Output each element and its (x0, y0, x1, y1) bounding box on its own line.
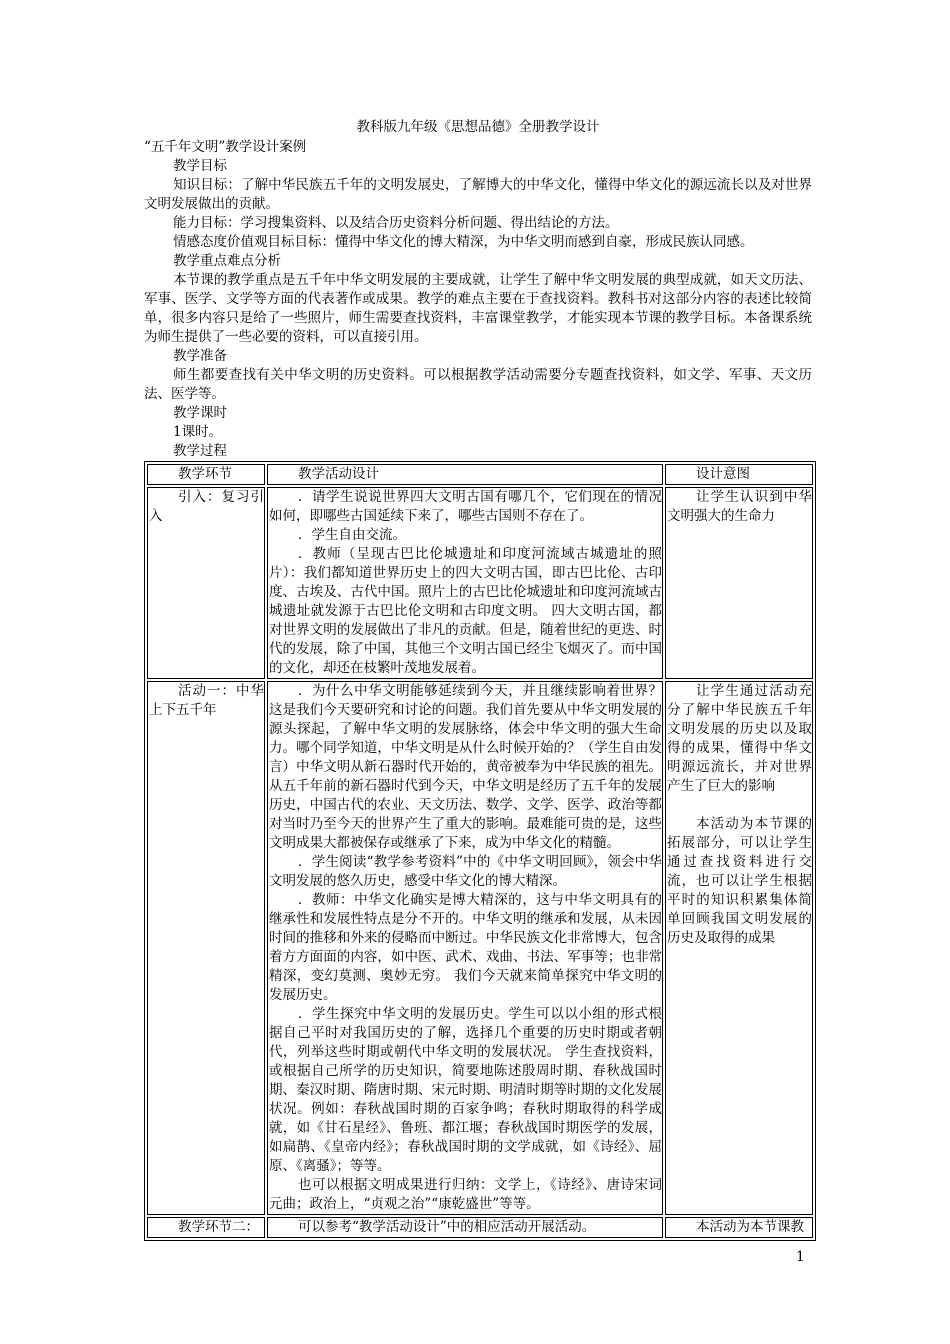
header-cell: 教学环节 (147, 464, 265, 485)
process-table (144, 461, 816, 1241)
table-row (147, 681, 813, 1215)
emotion-goal: 情感态度价值观目标目标：懂得中华文化的博大精深，为中华文明而感到自豪，形成民族认同感。 (173, 234, 754, 250)
document-title: 教科版九年级《思想品德》全册教学设计 (356, 119, 600, 135)
heading-teaching-goals: 教学目标 (173, 158, 227, 174)
table-row (147, 1217, 813, 1238)
activity-cell: ．请学生说说世界四大文明古国有哪几个，它们现在的情况如何，即哪些古国延续下来了，哪些古国则不存在了。 ．学生自由交流。 ．教师（呈现古巴比伦城遗址和印度河流域古城遗址的照片）：我们都知道世界历史上的四大文明古国，即古巴比伦、古印度、古埃及、古代中国。照片上的古巴比伦城遗址和印度河流域古城遗址就发源于古巴比伦文明和古印度文明。 四大文明古国，都对世界文明的发展做出了非凡的贡献。但是，随着世纪的更迭、时代的发展，除了中国，其他三个文明古国已经尘飞烟灭了。而中国的文化，却还在枝繁叶茂地发展着。 (267, 487, 663, 679)
key-points-text: 本节课的教学重点是五千年中华文明发展的主要成就，让学生了解中华文明发展的典型成就，如天文历法、军事、医学、文学等方面的代表著作或成果。教学的难点主要在于查找资料。教科书对这部分内容的表述比较简单，很多内容只是给了一些照片，师生需要查找资料，丰富课堂教学，才能实现本节课的教学目标。本备课系统为师生提供了一些必要的资料，可以直接引用。 (144, 272, 812, 345)
document-page (144, 118, 812, 1241)
stage-cell: 活动一：中华上下五千年 (147, 681, 265, 1215)
activity-cell: ．为什么中华文明能够延续到今天，并且继续影响着世界？这是我们今天要研究和讨论的问题。我们首先要从中华文明发展的源头探起，了解中华文明的发展脉络，体会中华文明的强大生命力。哪个同学知道，中华文明是从什么时候开始的？（学生自由发言）中华文明从新石器时代开始的，黄帝被奉为中华民族的祖先。从五千年前的新石器时代到今天，中华文明是经历了五千年的发展历史，中国古代的农业、天文历法、数学、文学、医学、政治等都对当时乃至今天的世界产生了重大的影响。最难能可贵的是，这些文明成果大都被保存或继承了下来，成为中华文化的精髓。 ．学生阅读“教学参考资料”中的《中华文明回顾》，领会中华文明发展的悠久历史，感受中华文化的博大精深。 ．教师：中华文化确实是博大精深的，这与中华文明具有的继承性和发展性特点是分不开的。中华文明的继承和发展，从未因时间的推移和外来的侵略而中断过。中华民族文化非常博大，包含着方方面面的内容，如中医、武术、戏曲、书法、军事等；也非常精深，变幻莫测、奥妙无穷。 我们今天就来简单探究中华文明的发展历史。 ．学生探究中华文明的发展历史。学生可以以小组的形式根据自己平时对我国历史的了解，选择几个重要的历史时期或者朝代，列举这些时期或朝代中华文明的发展状况。 学生查找资料，或根据自己所学的历史知识，简要地陈述殷周时期、春秋战国时期、秦汉时期、隋唐时期、宋元时期、明清时期等时期的文化发展状况。例如：春秋战国时期的百家争鸣；春秋时期取得的科学成就，如《甘石星经》、鲁班、都江堰；春秋战国时期医学的发展，如扁鹊、《皇帝内经》；春秋战国时期的文学成就，如《诗经》、屈原、《离骚》；等等。 也可以根据文明成果进行归纳：文学上，《诗经》、唐诗宋词元曲；政治上，“贞观之治”“康乾盛世”等等。 (267, 681, 663, 1215)
heading-class-hours: 教学课时 (173, 405, 227, 421)
heading-preparation: 教学准备 (173, 348, 227, 364)
intent-cell: 让学生通过活动充分了解中华民族五千年文明发展的历史以及取得的成果，懂得中华文明源远流长，并对世界产生了巨大的影响 本活动为本节课的拓展部分，可以让学生通过查找资料进行交流，也可以让学生根据平时的知识积累集体简单回顾我国文明发展的历史及取得的成果 (665, 681, 813, 1215)
page-number: 1 (796, 1249, 805, 1265)
case-title: “五千年文明”教学设计案例 (144, 139, 307, 155)
activity-cell: 可以参考“教学活动设计”中的相应活动开展活动。 (267, 1217, 663, 1238)
table-header-row (147, 464, 813, 485)
stage-cell: 引入：复习引入 (147, 487, 265, 679)
intent-cell: 本活动为本节课教 (665, 1217, 813, 1238)
preparation-text: 师生都要查找有关中华文明的历史资料。可以根据教学活动需要分专题查找资料，如文学、军事、天文历法、医学等。 (144, 367, 812, 402)
heading-key-points: 教学重点难点分析 (173, 253, 281, 269)
intent-cell: 让学生认识到中华文明强大的生命力 (665, 487, 813, 679)
stage-cell: 教学环节二： (147, 1217, 265, 1238)
table-row (147, 487, 813, 679)
class-hours-text: 1课时。 (173, 424, 223, 440)
ability-goal: 能力目标：学习搜集资料、以及结合历史资料分析问题、得出结论的方法。 (173, 215, 619, 231)
header-cell: 教学活动设计 (267, 464, 663, 485)
heading-process: 教学过程 (173, 443, 227, 459)
header-cell: 设计意图 (665, 464, 813, 485)
knowledge-goal: 知识目标：了解中华民族五千年的文明发展史，了解博大的中华文化，懂得中华文化的源远流长以及对世界文明发展做出的贡献。 (144, 177, 812, 212)
